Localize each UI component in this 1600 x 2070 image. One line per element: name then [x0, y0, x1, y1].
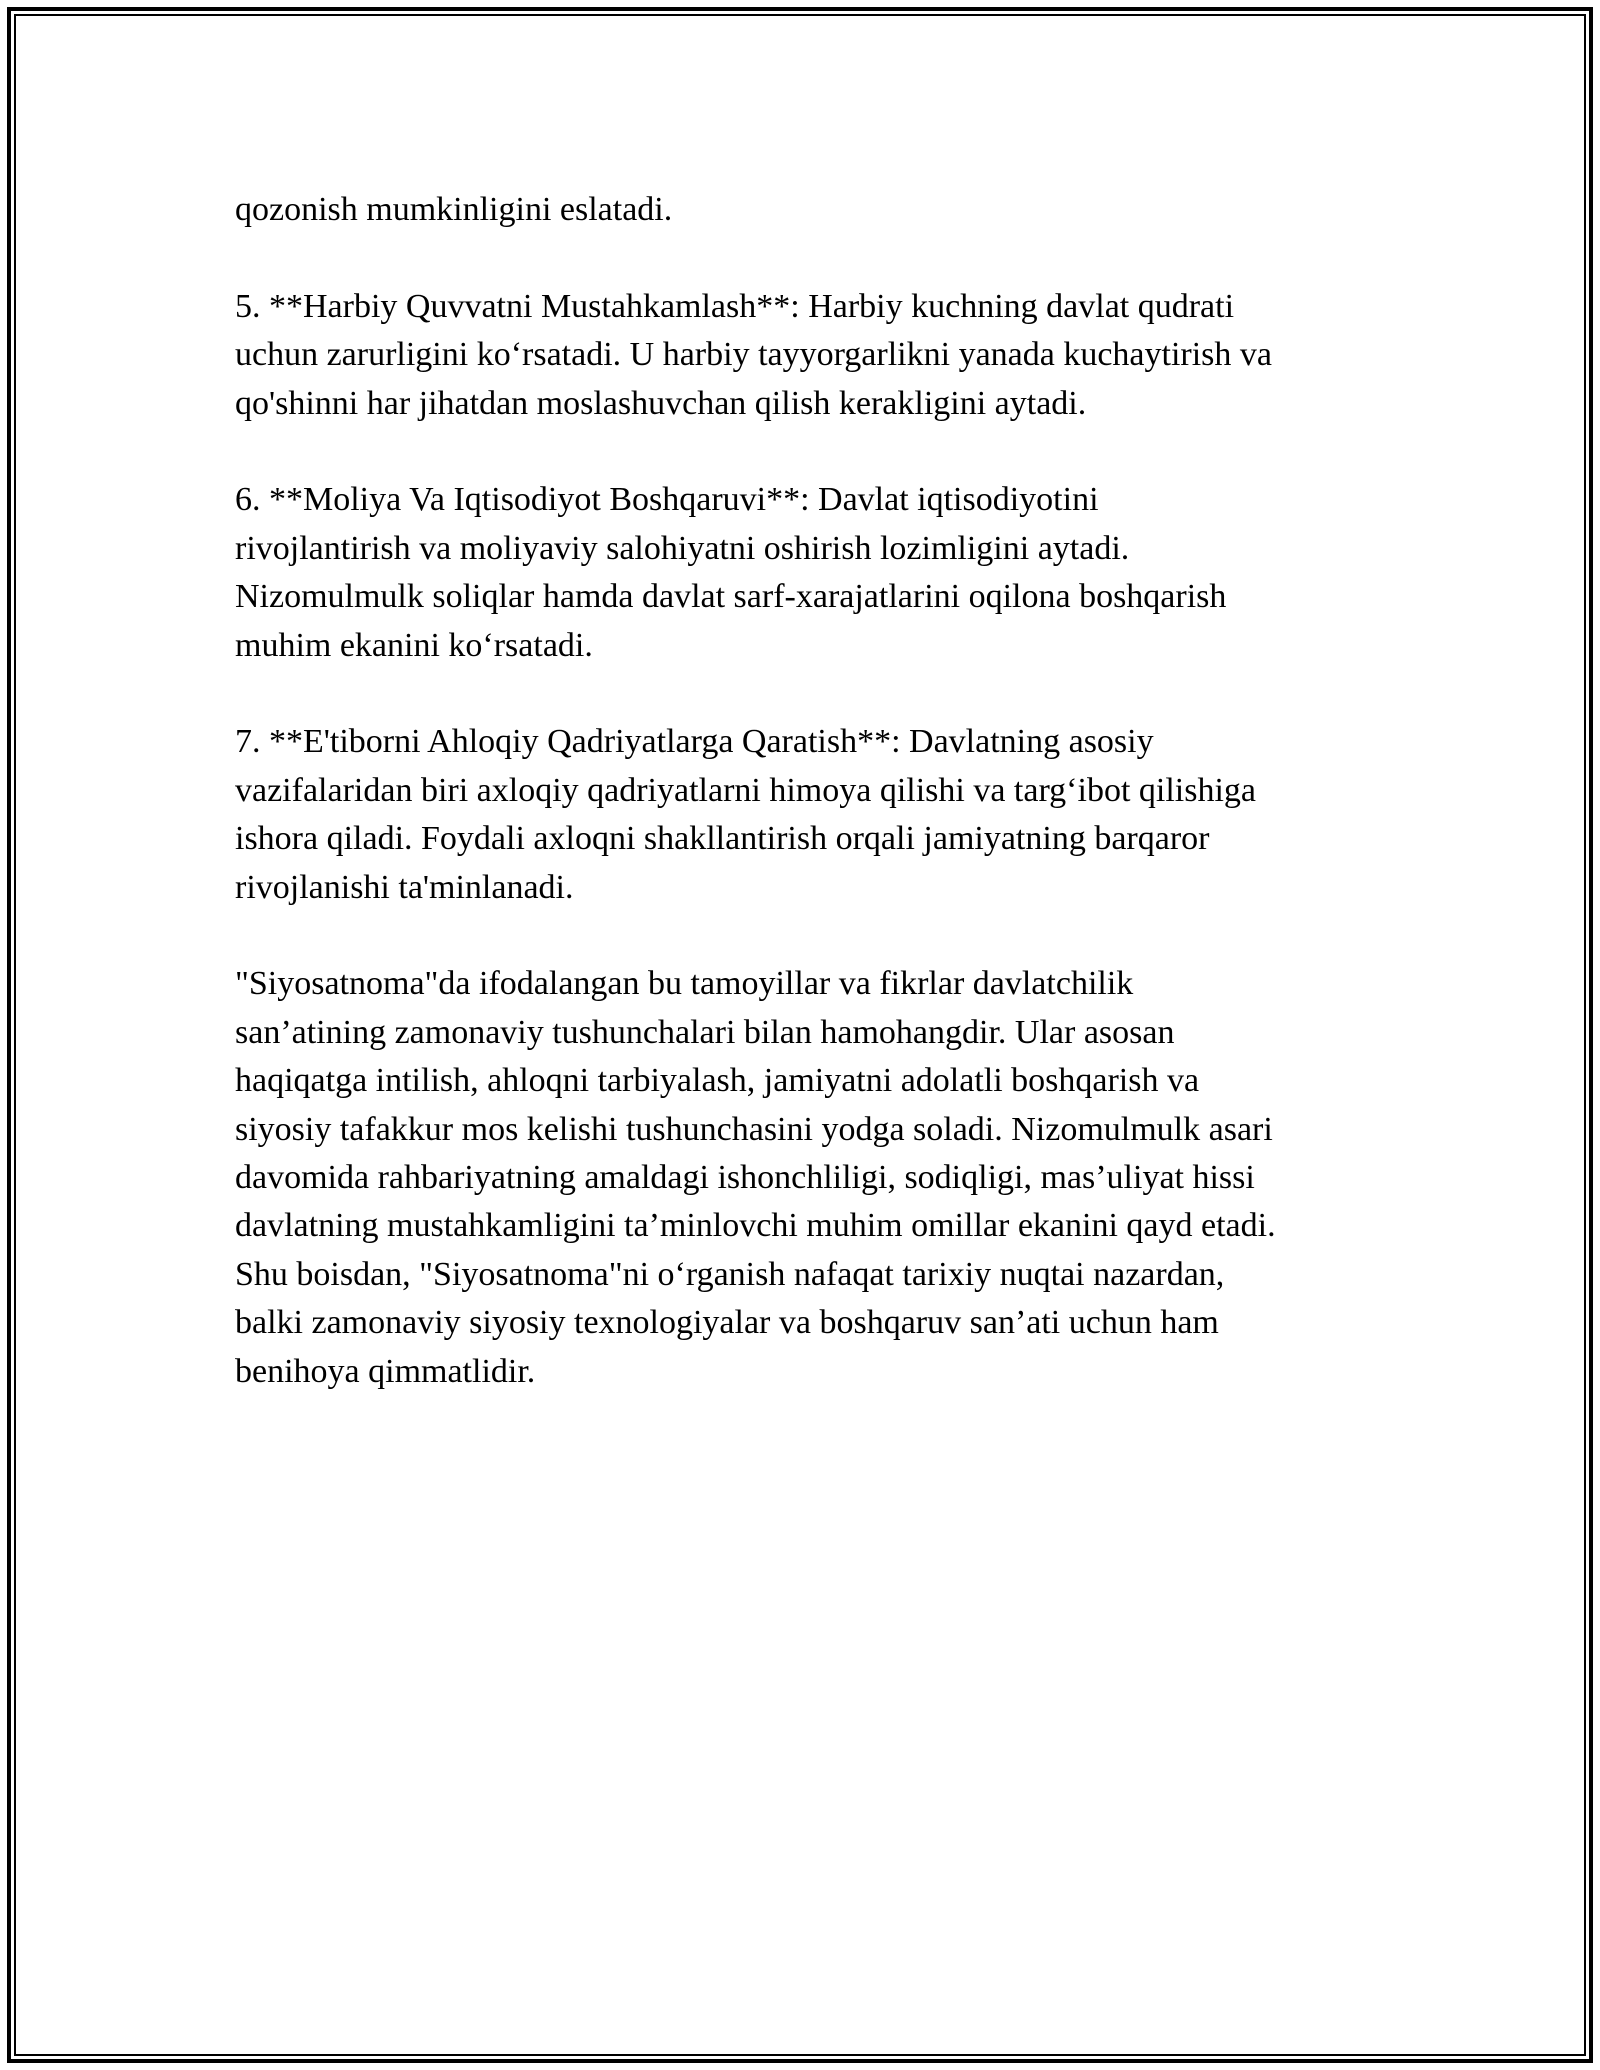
- paragraph-spacer: [235, 428, 1365, 476]
- text-line: vazifalaridan biri axloqiy qadriyatlarni himoya qilishi va targ‘ibot qilishiga: [235, 771, 1256, 809]
- text-line: qozonish mumkinligini eslatadi.: [235, 191, 673, 228]
- text-line: rivojlantirish va moliyaviy salohiyatni oshirish lozimligini aytadi.: [235, 529, 1130, 567]
- text-line: rivojlanishi ta'minlanadi.: [235, 868, 574, 906]
- paragraph-item-5: [235, 283, 1365, 428]
- text-line: "Siyosatnoma"da ifodalangan bu tamoyillar va fikrlar davlatchilik: [235, 965, 1134, 1003]
- text-line: 6. **Moliya Va Iqtisodiyot Boshqaruvi**: Davlat iqtisodiyotini: [235, 481, 1099, 519]
- text-line: davomida rahbariyatning amaldagi ishonchliligi, sodiqligi, mas’uliyat hissi: [235, 1159, 1255, 1197]
- paragraph-item-6: [235, 476, 1365, 670]
- text-line: ishora qiladi. Foydali axloqni shakllantirish orqali jamiyatning barqaror: [235, 820, 1210, 858]
- paragraph-spacer: [235, 912, 1365, 960]
- text-line: muhim ekanini ko‘rsatadi.: [235, 626, 593, 664]
- text-line: uchun zarurligini ko‘rsatadi. U harbiy tayyorgarlikni yanada kuchaytirish va: [235, 336, 1272, 374]
- paragraph-conclusion: [235, 960, 1365, 1396]
- text-line: davlatning mustahkamligini ta’minlovchi muhim omillar ekanini qayd etadi.: [235, 1207, 1276, 1245]
- paragraph-spacer: [235, 670, 1365, 718]
- text-line: balki zamonaviy siyosiy texnologiyalar va boshqaruv san’ati uchun ham: [235, 1304, 1219, 1342]
- paragraph-item-7: [235, 718, 1365, 912]
- text-line: san’atining zamonaviy tushunchalari bilan hamohangdir. Ular asosan: [235, 1013, 1175, 1051]
- document-body: [235, 186, 1365, 1396]
- text-line: Shu boisdan, "Siyosatnoma"ni o‘rganish nafaqat tarixiy nuqtai nazardan,: [235, 1255, 1225, 1293]
- paragraph-intro-continuation: [235, 186, 1365, 234]
- text-line: Nizomulmulk soliqlar hamda davlat sarf-xarajatlarini oqilona boshqarish: [235, 578, 1227, 616]
- text-line: haqiqatga intilish, ahloqni tarbiyalash, jamiyatni adolatli boshqarish va: [235, 1062, 1200, 1100]
- text-line: 5. **Harbiy Quvvatni Mustahkamlash**: Harbiy kuchning davlat qudrati: [235, 287, 1235, 325]
- text-line: benihoya qimmatlidir.: [235, 1352, 536, 1390]
- text-line: siyosiy tafakkur mos kelishi tushunchasini yodga soladi. Nizomulmulk asari: [235, 1110, 1273, 1148]
- text-line: 7. **E'tiborni Ahloqiy Qadriyatlarga Qaratish**: Davlatning asosiy: [235, 723, 1154, 761]
- paragraph-spacer: [235, 234, 1365, 282]
- text-line: qo'shinni har jihatdan moslashuvchan qilish kerakligini aytadi.: [235, 384, 1087, 422]
